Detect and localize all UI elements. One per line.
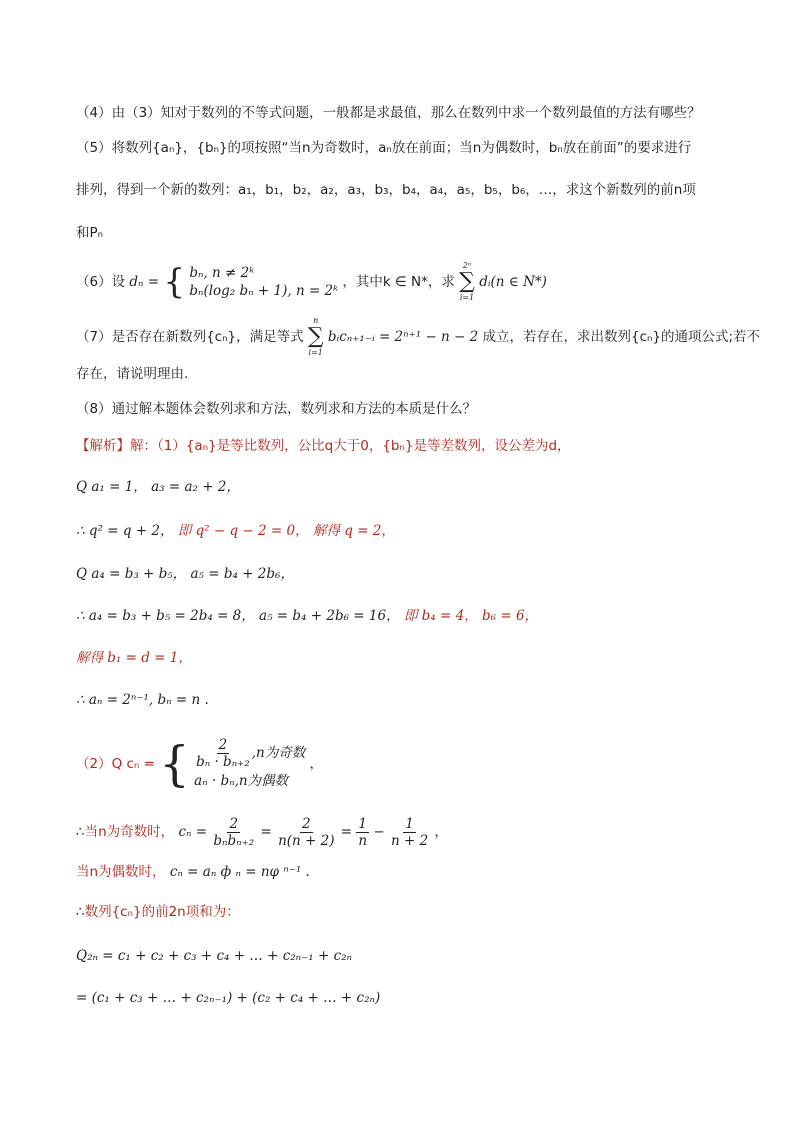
question-5-line2: 排列，得到一个新的数列：a₁，b₁，b₂，a₂，a₃，b₃，b₄，a₄，a₅，b₅，b₆，…，求这个新数列的前n项 xyxy=(76,182,696,198)
solution-line9 xyxy=(76,812,448,852)
question-6 xyxy=(76,260,547,304)
question-5-line3: 和Pₙ xyxy=(76,225,104,241)
frac-denominator: bₙbₙ₊₂ xyxy=(213,832,255,849)
solution-line6: 解得 b₁ = d = 1， xyxy=(76,650,192,666)
fraction-4 xyxy=(389,816,430,849)
solution-line8 xyxy=(76,736,323,792)
q6-sum-top: 2ⁿ xyxy=(462,261,472,270)
fraction-2 xyxy=(276,816,336,849)
solution-line11 xyxy=(76,902,240,922)
q6-prefix: （6）设 xyxy=(76,274,126,290)
frac-numerator: 2 xyxy=(218,736,228,753)
q6-sum-bottom: i=1 xyxy=(459,293,475,302)
cn-case1-fraction xyxy=(194,737,252,770)
minus: − xyxy=(373,824,385,840)
q-quadratic: 即 q² − q − 2 = 0， xyxy=(177,523,309,539)
q6-case2: bₙ(log₂ bₙ + 1), n = 2ᵏ xyxy=(189,283,339,299)
q6-suffix: dᵢ(n ∈ N*) xyxy=(479,274,547,290)
q7-prefix: （7）是否存在新数列{cₙ}，满足等式 xyxy=(76,329,304,345)
frac-denominator: n(n + 2) xyxy=(278,832,335,849)
therefore-symbol: ∴ xyxy=(76,824,85,840)
frac-numerator: 1 xyxy=(358,815,368,832)
frac-numerator: 1 xyxy=(405,815,414,832)
cn-suffix: ， xyxy=(309,756,323,772)
equals: = xyxy=(340,824,353,840)
a4-a5-equation: ∴ a₄ = b₃ + b₅ = 2b₄ = 8， a₅ = b₄ + 2b₆ = 16， xyxy=(76,608,400,624)
question-5-line1: （5）将数列{aₙ}，{bₙ}的项按照“当n为奇数时，aₙ放在前面；当n为偶数时，bₙ放在前面”的要求进行 xyxy=(76,140,692,156)
solution-line12: Q₂ₙ = c₁ + c₂ + c₃ + c₄ + … + c₂ₙ₋₁ + c₂ₙ xyxy=(76,948,353,964)
q-result: 解得 q = 2， xyxy=(312,523,395,539)
cn-brace: { xyxy=(159,736,190,792)
part2-prefix: （2）Q cₙ = xyxy=(76,756,155,772)
b4-b6-result: 即 b₄ = 4， b₆ = 6， xyxy=(403,608,539,624)
odd-case-label: 当n为奇数时， xyxy=(84,824,175,840)
solution-line7: ∴ aₙ = 2ⁿ⁻¹, bₙ = n . xyxy=(76,692,209,708)
q-equation: ∴ q² = q + 2， xyxy=(76,523,174,539)
cn-case1-tail: ,n为奇数 xyxy=(251,744,306,761)
q7-suffix: 成立，若存在，求出数列{cₙ}的通项公式;若不 xyxy=(482,329,761,345)
q7-eq: bᵢcₙ₊₁₋ᵢ = 2ⁿ⁺¹ − n − 2 xyxy=(327,329,479,345)
solution-part1-intro: 解：（1）{aₙ}是等比数列，公比q大于0，{bₙ}是等差数列，设公差为d， xyxy=(130,438,571,454)
question-7 xyxy=(76,316,760,358)
q6-var: dₙ = xyxy=(129,274,160,290)
solution-line13: = (c₁ + c₃ + … + c₂ₙ₋₁) + (c₂ + c₄ + … + c₂ₙ) xyxy=(76,990,381,1006)
sigma-icon: ∑ xyxy=(459,269,475,294)
sigma-icon: ∑ xyxy=(307,324,324,349)
q6-case1: bₙ, n ≠ 2ᵏ xyxy=(189,265,255,281)
even-case-label: 当n为偶数时， xyxy=(76,864,166,880)
solution-line1 xyxy=(76,436,571,456)
fraction-1 xyxy=(211,816,256,849)
therefore-symbol: ∴ xyxy=(76,904,85,920)
q6-sum xyxy=(459,261,475,303)
fraction-3 xyxy=(356,816,369,849)
q6-cases xyxy=(189,264,338,300)
solution-line2: Q a₁ = 1， a₃ = a₂ + 2， xyxy=(76,479,240,495)
solution-line4: Q a₄ = b₃ + b₅， a₅ = b₄ + 2b₆， xyxy=(76,566,294,582)
question-7-line2: 存在，请说明理由. xyxy=(76,366,189,382)
cn-case2: aₙ · bₙ,n为偶数 xyxy=(194,772,289,789)
frac-numerator: 2 xyxy=(229,815,239,832)
solution-heading: 【解析】 xyxy=(76,438,130,454)
cn-label: cₙ = xyxy=(178,824,208,840)
even-case-equation: cₙ = aₙ ф ₙ = nφ ⁿ⁻¹ . xyxy=(169,864,310,880)
q7-sum xyxy=(308,316,324,358)
q7-sum-bottom: i=1 xyxy=(308,348,323,357)
frac-denominator: n xyxy=(358,832,368,849)
solution-line3 xyxy=(76,521,395,541)
question-4: （4）由（3）知对于数列的不等式问题，一般都是求最值，那么在数列中求一个数列最值的方法有哪些？ xyxy=(76,105,701,121)
q6-brace: { xyxy=(163,262,186,302)
solution-line10 xyxy=(76,862,310,882)
frac-numerator: 2 xyxy=(301,815,311,832)
cn-cases xyxy=(194,737,305,792)
solution-line5 xyxy=(76,606,538,626)
q7-sum-top: n xyxy=(313,316,319,325)
sum-intro: 数列{cₙ}的前2n项和为： xyxy=(84,904,240,920)
q6-middle: ，其中k ∈ N*，求 xyxy=(342,274,455,290)
frac-denominator: n + 2 xyxy=(390,832,429,849)
equals: = xyxy=(260,824,272,840)
question-8: （8）通过解本题体会数列求和方法，数列求和方法的本质是什么？ xyxy=(76,401,477,417)
frac-denominator: bₙ · bₙ₊₂ xyxy=(196,753,250,770)
cn-case1 xyxy=(194,737,305,770)
comma: ， xyxy=(434,824,448,840)
